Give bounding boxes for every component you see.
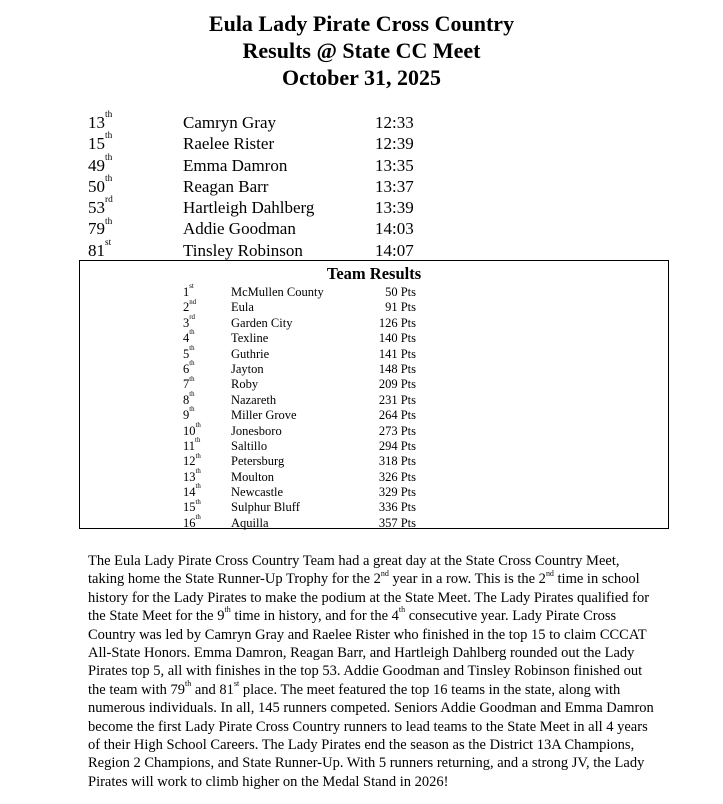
runner-name: Tinsley Robinson — [183, 240, 303, 260]
runner-place: 53rd — [88, 195, 113, 218]
team-place: 1st — [183, 283, 194, 299]
team-row — [80, 316, 668, 331]
team-name: Miller Grove — [231, 408, 297, 423]
team-name: Texline — [231, 331, 269, 346]
runner-row — [88, 237, 448, 261]
team-row — [80, 362, 668, 377]
summary-text: time in history, and for the 4 — [230, 608, 399, 625]
summary-text: year in a row. This is the 2 — [388, 571, 546, 588]
individual-results-list — [88, 112, 448, 261]
team-place: 6th — [183, 360, 195, 376]
team-row — [80, 344, 668, 362]
team-place: 9th — [183, 406, 195, 423]
team-row — [80, 331, 668, 346]
team-name: Guthrie — [231, 346, 270, 361]
title-line-3: October 31, 2025 — [281, 65, 442, 90]
team-place: 14th — [183, 483, 201, 500]
team-name: Eula — [231, 300, 254, 315]
title-line-2: Results @ State CC Meet — [242, 38, 481, 63]
runner-row — [88, 152, 448, 176]
runner-time: 13:39 — [375, 198, 414, 218]
team-name: Newcastle — [231, 485, 284, 500]
team-points: 336 Pts — [378, 500, 416, 515]
ordinal-suffix: nd — [380, 568, 389, 578]
summary-text: place. The meet featured the top 16 teams in the state, along with numerous individuals. In all, 145 runners competed. Seniors Addie Goodman and Emma Damron become the first Lady Pirate Cross Country runners to lead teams to the State Meet in all 4 years of their High School Careers. The Lady Pirates end the season as the District 13A Champions, Region 2 Champions, and State Runner-Up. With 5 runners returning, and a strong JV, the Lady Pirates will work to climb higher on the Medal Stand in 2026! — [88, 681, 654, 790]
team-name: Sulphur Bluff — [231, 500, 300, 515]
team-name: Saltillo — [231, 438, 268, 453]
team-results-box — [79, 260, 669, 529]
team-points: 326 Pts — [378, 469, 416, 484]
title-line-1: Eula Lady Pirate Cross Country — [208, 11, 515, 36]
team-place: 5th — [183, 344, 195, 361]
team-points: 91 Pts — [385, 300, 416, 315]
team-points: 264 Pts — [378, 408, 416, 423]
team-points: 273 Pts — [378, 423, 416, 438]
team-row — [80, 408, 668, 423]
summary-text: and 81 — [191, 681, 234, 698]
team-place: 4th — [183, 329, 195, 346]
runner-time: 12:39 — [375, 134, 414, 154]
team-place: 7th — [183, 375, 195, 392]
runner-place: 13th — [88, 110, 113, 132]
team-points: 126 Pts — [378, 315, 416, 330]
team-name: Petersburg — [231, 454, 285, 469]
team-place: 15th — [183, 498, 201, 515]
team-points: 357 Pts — [378, 515, 416, 530]
runner-name: Addie Goodman — [183, 219, 296, 239]
summary-text: time in school history for the Lady Pirates to make the podium at the State Meet. The Lady Pirates qualified for the State Meet for the 9 — [88, 571, 650, 625]
team-place: 3rd — [183, 314, 195, 330]
runner-row — [88, 133, 448, 154]
ordinal-suffix: th — [185, 679, 192, 689]
team-name: Garden City — [231, 315, 293, 330]
team-name: Nazareth — [231, 392, 277, 407]
team-row — [80, 516, 668, 531]
runner-name: Reagan Barr — [183, 176, 269, 196]
runner-time: 14:07 — [375, 240, 414, 260]
team-row — [80, 421, 668, 439]
team-points: 148 Pts — [378, 361, 416, 376]
team-row — [80, 454, 668, 469]
ordinal-suffix: st — [233, 679, 240, 689]
team-row — [80, 393, 668, 408]
team-points: 140 Pts — [378, 331, 416, 346]
summary-text: The Eula Lady Pirate Cross Country Team had a great day at the State Cross Country Meet, taking home the State Runner-Up Trophy for the 2 — [88, 553, 620, 588]
team-row — [80, 285, 668, 300]
team-row — [80, 300, 668, 315]
team-name: Jayton — [231, 361, 264, 376]
runner-name: Hartleigh Dahlberg — [183, 198, 315, 218]
team-place: 10th — [183, 421, 201, 438]
team-points: 231 Pts — [378, 392, 416, 407]
runner-row — [88, 218, 448, 239]
team-points: 318 Pts — [378, 454, 416, 469]
summary-text: consecutive year. Lady Pirate Cross Country was led by Camryn Gray and Raelee Rister who finished in the top 15 to claim CCCAT All-State Honors. Emma Damron, Reagan Barr, and Hartleigh Dahlberg rounded out the Lady Pirates top 5, all with finishes in the top 53. Addie Goodman and Tinsley Robinson finished out the team with 79 — [88, 608, 647, 698]
team-place: 8th — [183, 391, 195, 407]
runner-row — [88, 173, 448, 197]
runner-place: 49th — [88, 152, 113, 175]
team-points: 294 Pts — [378, 438, 416, 453]
runner-place: 79th — [88, 216, 113, 239]
runner-time: 13:37 — [375, 176, 414, 196]
runner-place: 50th — [88, 173, 113, 196]
team-row — [80, 470, 668, 485]
team-points: 141 Pts — [378, 346, 416, 361]
runner-name: Camryn Gray — [183, 113, 277, 132]
ordinal-suffix: nd — [545, 568, 554, 578]
summary-paragraph — [88, 552, 658, 791]
runner-place: 81st — [88, 237, 112, 260]
runner-time: 12:33 — [375, 113, 414, 132]
runner-row — [88, 197, 448, 218]
runner-time: 13:35 — [375, 155, 414, 175]
team-row — [80, 500, 668, 515]
team-results-heading: Team Results — [326, 264, 422, 283]
team-name: McMullen County — [231, 285, 324, 299]
team-row — [80, 377, 668, 392]
team-points: 50 Pts — [385, 285, 416, 299]
runner-name: Raelee Rister — [183, 134, 275, 154]
team-row — [80, 439, 668, 454]
team-place: 13th — [183, 468, 201, 484]
team-name: Roby — [231, 377, 259, 392]
runner-place: 15th — [88, 131, 113, 154]
team-name: Moulton — [231, 469, 275, 484]
team-points: 329 Pts — [378, 485, 416, 500]
ordinal-suffix: th — [398, 605, 406, 615]
runner-row — [88, 112, 448, 133]
team-place: 16th — [183, 514, 201, 530]
team-results-list — [80, 285, 668, 531]
runner-name: Emma Damron — [183, 155, 288, 175]
team-place: 12th — [183, 452, 201, 469]
runner-time: 14:03 — [375, 219, 414, 239]
document-title — [0, 10, 723, 91]
team-place: 2nd — [183, 298, 197, 315]
team-name: Jonesboro — [231, 423, 282, 438]
team-points: 209 Pts — [378, 377, 416, 392]
team-place: 11th — [183, 437, 201, 453]
team-row — [80, 485, 668, 500]
team-name: Aquilla — [231, 515, 269, 530]
ordinal-suffix: th — [224, 605, 231, 615]
